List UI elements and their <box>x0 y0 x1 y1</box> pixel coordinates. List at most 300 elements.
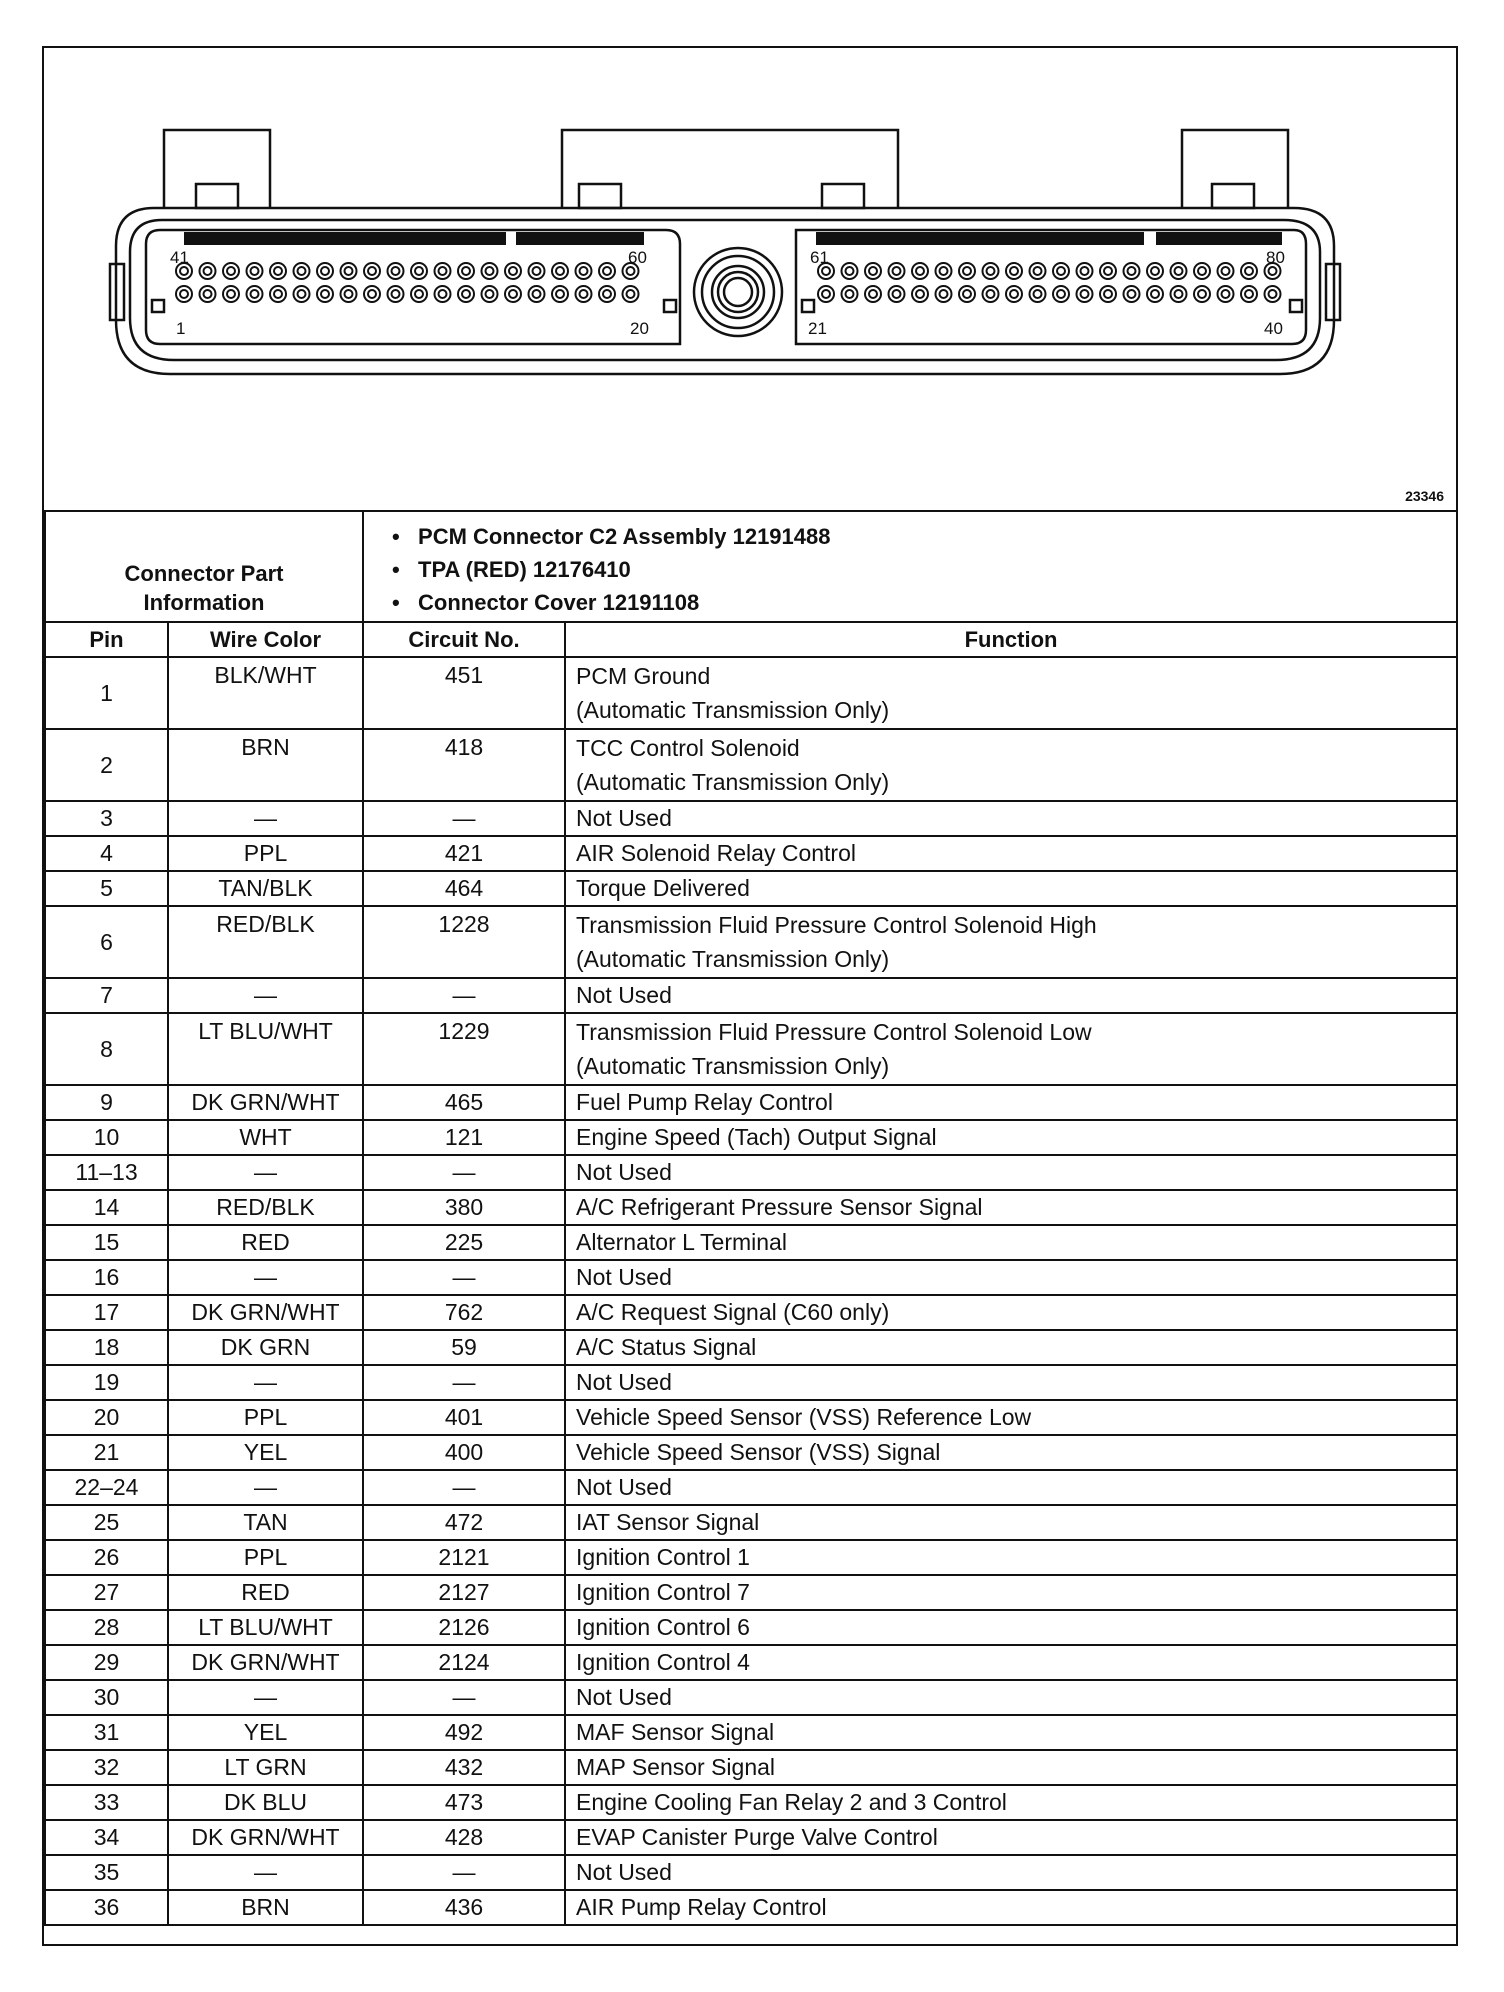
pin-cell: 8 <box>45 1013 168 1085</box>
header-function: Function <box>565 622 1457 657</box>
pin-hole <box>223 263 239 279</box>
pin-hole-inner <box>251 290 259 298</box>
circuit-cell: 2126 <box>363 1610 565 1645</box>
pin-hole <box>200 286 216 302</box>
pin-hole-inner <box>462 290 470 298</box>
pin-hole <box>552 286 568 302</box>
pin-hole-inner <box>822 267 830 275</box>
function-cell <box>565 1645 1457 1680</box>
wire-color-cell: LT BLU/WHT <box>168 1013 363 1085</box>
pin-hole <box>1077 286 1093 302</box>
pin-label-60: 60 <box>628 248 647 267</box>
pin-hole-inner <box>321 267 329 275</box>
pin-hole-inner <box>274 267 282 275</box>
pin-hole-inner <box>556 290 564 298</box>
function-text: IAT Sensor Signal <box>576 1509 760 1535</box>
circuit-cell: 121 <box>363 1120 565 1155</box>
function-text: Not Used <box>576 1684 672 1710</box>
table-row <box>45 1085 1457 1120</box>
pin-hole-inner <box>893 267 901 275</box>
table-row <box>45 1610 1457 1645</box>
figure-number: 23346 <box>1405 488 1444 504</box>
pin-cell: 2 <box>45 729 168 801</box>
pin-cell: 3 <box>45 801 168 836</box>
pin-hole <box>576 263 592 279</box>
function-text: Not Used <box>576 1859 672 1885</box>
function-cell <box>565 1260 1457 1295</box>
pin-hole-inner <box>180 267 188 275</box>
circuit-cell: — <box>363 1855 565 1890</box>
wire-color-cell: BLK/WHT <box>168 657 363 729</box>
pin-hole-inner <box>963 290 971 298</box>
function-cell <box>565 1715 1457 1750</box>
pin-hole <box>936 263 952 279</box>
function-note: (Automatic Transmission Only) <box>576 769 890 795</box>
wire-color-cell: RED <box>168 1575 363 1610</box>
pin-hole <box>1147 263 1163 279</box>
pin-hole <box>505 263 521 279</box>
function-cell <box>565 1225 1457 1260</box>
function-text: Not Used <box>576 805 672 831</box>
wire-color-cell: BRN <box>168 1890 363 1925</box>
pin-hole <box>1241 263 1257 279</box>
pin-cell: 22–24 <box>45 1470 168 1505</box>
pin-hole <box>411 286 427 302</box>
pin-cell: 19 <box>45 1365 168 1400</box>
pin-hole-inner <box>963 267 971 275</box>
circuit-cell: 1228 <box>363 906 565 978</box>
pin-hole <box>865 286 881 302</box>
wire-color-cell: — <box>168 801 363 836</box>
function-cell <box>565 1120 1457 1155</box>
table-row <box>45 1155 1457 1190</box>
wire-color-cell: — <box>168 978 363 1013</box>
wire-color-cell: RED/BLK <box>168 906 363 978</box>
connector-info-row <box>45 511 1457 622</box>
pin-hole <box>576 286 592 302</box>
function-cell <box>565 1435 1457 1470</box>
pin-hole-inner <box>846 267 854 275</box>
function-note: (Automatic Transmission Only) <box>576 697 890 723</box>
function-text: Torque Delivered <box>576 875 750 901</box>
pin-hole-inner <box>603 290 611 298</box>
circuit-cell: 418 <box>363 729 565 801</box>
circuit-cell: 473 <box>363 1785 565 1820</box>
pin-hole-inner <box>439 290 447 298</box>
circuit-cell: 400 <box>363 1435 565 1470</box>
function-cell <box>565 1575 1457 1610</box>
circuit-cell: 451 <box>363 657 565 729</box>
pin-cell: 31 <box>45 1715 168 1750</box>
circuit-cell: — <box>363 1365 565 1400</box>
function-cell <box>565 1470 1457 1505</box>
function-cell <box>565 1085 1457 1120</box>
table-row <box>45 801 1457 836</box>
pin-hole <box>270 263 286 279</box>
pin-cell: 7 <box>45 978 168 1013</box>
wire-color-cell: — <box>168 1260 363 1295</box>
function-text: Engine Speed (Tach) Output Signal <box>576 1124 937 1150</box>
pin-hole-inner <box>1175 267 1183 275</box>
table-row <box>45 1470 1457 1505</box>
pin-cell: 14 <box>45 1190 168 1225</box>
function-cell <box>565 906 1457 978</box>
table-row <box>45 871 1457 906</box>
pin-hole-inner <box>580 290 588 298</box>
pin-hole-inner <box>1269 290 1277 298</box>
pin-hole-inner <box>392 267 400 275</box>
pin-hole-inner <box>1104 290 1112 298</box>
pin-hole-inner <box>1269 267 1277 275</box>
table-row <box>45 1715 1457 1750</box>
connector-drawing <box>44 48 1456 510</box>
circuit-cell: 472 <box>363 1505 565 1540</box>
pin-cell: 6 <box>45 906 168 978</box>
table-row <box>45 906 1457 978</box>
pin-cell: 18 <box>45 1330 168 1365</box>
pin-hole-inner <box>1175 290 1183 298</box>
wire-color-cell: YEL <box>168 1715 363 1750</box>
pin-hole-inner <box>321 290 329 298</box>
pin-hole-inner <box>822 290 830 298</box>
info-label-line2: Information <box>143 590 265 615</box>
function-cell <box>565 978 1457 1013</box>
pin-hole-inner <box>1222 267 1230 275</box>
pin-hole <box>599 286 615 302</box>
pin-hole <box>889 263 905 279</box>
pin-cell: 26 <box>45 1540 168 1575</box>
wire-color-cell: PPL <box>168 836 363 871</box>
pin-hole <box>1100 286 1116 302</box>
wire-color-cell: PPL <box>168 1540 363 1575</box>
pin-cell: 17 <box>45 1295 168 1330</box>
pin-hole <box>317 286 333 302</box>
pin-hole-inner <box>1245 267 1253 275</box>
info-label-line1: Connector Part <box>124 561 284 586</box>
function-text: Transmission Fluid Pressure Control Solenoid High <box>576 912 1097 938</box>
pin-hole-inner <box>1222 290 1230 298</box>
pin-hole-inner <box>298 267 306 275</box>
pin-hole-inner <box>1198 290 1206 298</box>
function-text: Not Used <box>576 1474 672 1500</box>
pin-cell: 30 <box>45 1680 168 1715</box>
pin-hole-inner <box>368 290 376 298</box>
pin-hole-inner <box>509 267 517 275</box>
pin-hole-inner <box>916 290 924 298</box>
circuit-cell: 1229 <box>363 1013 565 1085</box>
pin-hole-inner <box>869 290 877 298</box>
function-cell <box>565 1680 1457 1715</box>
info-item: • TPA (RED) 12176410 <box>392 557 631 582</box>
function-text: Not Used <box>576 1159 672 1185</box>
pin-hole-inner <box>893 290 901 298</box>
pin-hole <box>1030 286 1046 302</box>
pin-cell: 33 <box>45 1785 168 1820</box>
table-row <box>45 1680 1457 1715</box>
pin-hole-inner <box>274 290 282 298</box>
pin-hole-inner <box>1081 267 1089 275</box>
pin-hole <box>270 286 286 302</box>
pin-hole <box>200 263 216 279</box>
wire-color-cell: RED/BLK <box>168 1190 363 1225</box>
function-text: Vehicle Speed Sensor (VSS) Reference Low <box>576 1404 1032 1430</box>
pin-cell: 9 <box>45 1085 168 1120</box>
table-row <box>45 1330 1457 1365</box>
pin-hole-inner <box>509 290 517 298</box>
pin-hole <box>983 286 999 302</box>
function-cell <box>565 836 1457 871</box>
wire-color-cell: LT GRN <box>168 1750 363 1785</box>
pin-hole <box>176 286 192 302</box>
connector-part-info-list <box>363 511 1457 622</box>
function-text: Fuel Pump Relay Control <box>576 1089 833 1115</box>
pin-hole <box>1077 263 1093 279</box>
function-text: A/C Status Signal <box>576 1334 757 1360</box>
function-text: EVAP Canister Purge Valve Control <box>576 1824 938 1850</box>
pin-hole <box>1147 286 1163 302</box>
pin-hole <box>1218 286 1234 302</box>
pin-cell: 4 <box>45 836 168 871</box>
wire-color-cell: — <box>168 1680 363 1715</box>
pin-hole <box>435 263 451 279</box>
table-row <box>45 1540 1457 1575</box>
circuit-cell: — <box>363 978 565 1013</box>
table-row <box>45 1890 1457 1925</box>
pin-hole <box>1030 263 1046 279</box>
pin-cell: 21 <box>45 1435 168 1470</box>
pin-hole <box>1100 263 1116 279</box>
pin-cell: 36 <box>45 1890 168 1925</box>
circuit-cell: — <box>363 1260 565 1295</box>
pin-hole-inner <box>1151 290 1159 298</box>
wire-color-cell: PPL <box>168 1400 363 1435</box>
circuit-cell: 59 <box>363 1330 565 1365</box>
function-cell <box>565 1890 1457 1925</box>
pin-hole <box>223 286 239 302</box>
function-cell <box>565 1610 1457 1645</box>
function-text: Not Used <box>576 1264 672 1290</box>
pin-hole <box>983 263 999 279</box>
function-cell <box>565 1190 1457 1225</box>
pin-hole-inner <box>415 267 423 275</box>
pin-cell: 28 <box>45 1610 168 1645</box>
pin-hole <box>936 286 952 302</box>
pinout-sheet <box>42 46 1458 1946</box>
function-cell <box>565 1505 1457 1540</box>
pin-hole-inner <box>1034 267 1042 275</box>
function-cell <box>565 1820 1457 1855</box>
table-row <box>45 978 1457 1013</box>
pin-hole-inner <box>533 267 541 275</box>
table-row <box>45 1645 1457 1680</box>
pin-hole <box>1171 263 1187 279</box>
pin-hole-inner <box>556 267 564 275</box>
pin-hole-inner <box>846 290 854 298</box>
table-row <box>45 1400 1457 1435</box>
circuit-cell: 492 <box>363 1715 565 1750</box>
pin-hole <box>317 263 333 279</box>
pin-hole <box>529 286 545 302</box>
circuit-cell: 2127 <box>363 1575 565 1610</box>
wire-color-cell: LT BLU/WHT <box>168 1610 363 1645</box>
pin-hole <box>388 263 404 279</box>
function-text: Not Used <box>576 1369 672 1395</box>
circuit-cell: — <box>363 1155 565 1190</box>
pin-hole <box>435 286 451 302</box>
function-text: Ignition Control 7 <box>576 1579 750 1605</box>
table-row <box>45 657 1457 729</box>
function-text: PCM Ground <box>576 663 711 689</box>
table-row <box>45 1190 1457 1225</box>
pin-hole <box>364 263 380 279</box>
pin-hole <box>529 263 545 279</box>
pin-hole <box>341 286 357 302</box>
pin-hole-inner <box>1057 267 1065 275</box>
pin-hole-inner <box>580 267 588 275</box>
pin-hole-inner <box>1104 267 1112 275</box>
pin-hole <box>1171 286 1187 302</box>
pin-hole-inner <box>204 290 212 298</box>
pin-hole <box>247 263 263 279</box>
circuit-cell: 401 <box>363 1400 565 1435</box>
circuit-cell: 2124 <box>363 1645 565 1680</box>
pin-hole <box>1194 286 1210 302</box>
wire-color-cell: DK GRN/WHT <box>168 1295 363 1330</box>
circuit-cell: 2121 <box>363 1540 565 1575</box>
circuit-cell: 464 <box>363 871 565 906</box>
pin-hole-inner <box>204 267 212 275</box>
pin-label-21: 21 <box>808 319 827 338</box>
circuit-cell: 428 <box>363 1820 565 1855</box>
wire-color-cell: DK GRN/WHT <box>168 1645 363 1680</box>
pin-hole <box>865 263 881 279</box>
pin-hole <box>1124 263 1140 279</box>
pin-hole-inner <box>1081 290 1089 298</box>
pinout-rows <box>45 657 1457 1925</box>
pin-cell: 20 <box>45 1400 168 1435</box>
function-text: Transmission Fluid Pressure Control Solenoid Low <box>576 1019 1092 1045</box>
pin-cell: 15 <box>45 1225 168 1260</box>
pin-cell: 10 <box>45 1120 168 1155</box>
header-wire-color: Wire Color <box>168 622 363 657</box>
pin-hole-inner <box>1034 290 1042 298</box>
function-text: Ignition Control 1 <box>576 1544 750 1570</box>
pin-hole-inner <box>345 267 353 275</box>
table-row <box>45 1785 1457 1820</box>
pin-hole-inner <box>940 267 948 275</box>
function-text: Alternator L Terminal <box>576 1229 787 1255</box>
pin-hole-inner <box>916 267 924 275</box>
table-row <box>45 1013 1457 1085</box>
wire-color-cell: YEL <box>168 1435 363 1470</box>
circuit-cell: — <box>363 801 565 836</box>
function-cell <box>565 1295 1457 1330</box>
function-text: AIR Pump Relay Control <box>576 1894 827 1920</box>
function-cell <box>565 1013 1457 1085</box>
function-text: Vehicle Speed Sensor (VSS) Signal <box>576 1439 941 1465</box>
function-text: Engine Cooling Fan Relay 2 and 3 Control <box>576 1789 1007 1815</box>
function-cell <box>565 1855 1457 1890</box>
pin-hole <box>505 286 521 302</box>
wire-color-cell: WHT <box>168 1120 363 1155</box>
wire-color-cell: BRN <box>168 729 363 801</box>
pin-hole <box>1006 286 1022 302</box>
pin-hole <box>294 286 310 302</box>
circuit-cell: 380 <box>363 1190 565 1225</box>
table-row <box>45 1260 1457 1295</box>
pin-hole-inner <box>869 267 877 275</box>
function-text: MAP Sensor Signal <box>576 1754 776 1780</box>
pin-hole-inner <box>227 290 235 298</box>
pin-hole <box>1218 263 1234 279</box>
pin-cell: 16 <box>45 1260 168 1295</box>
pin-hole <box>1241 286 1257 302</box>
pin-cell: 27 <box>45 1575 168 1610</box>
table-row <box>45 1820 1457 1855</box>
wire-color-cell: TAN/BLK <box>168 871 363 906</box>
function-text: A/C Request Signal (C60 only) <box>576 1299 890 1325</box>
pin-hole <box>912 263 928 279</box>
info-item: • PCM Connector C2 Assembly 12191488 <box>392 524 831 549</box>
pin-hole <box>364 286 380 302</box>
function-cell <box>565 1750 1457 1785</box>
function-cell <box>565 1365 1457 1400</box>
circuit-cell: 432 <box>363 1750 565 1785</box>
pin-hole <box>341 263 357 279</box>
table-row <box>45 1575 1457 1610</box>
pin-hole <box>294 263 310 279</box>
function-text: TCC Control Solenoid <box>576 735 800 761</box>
pin-hole <box>1124 286 1140 302</box>
function-text: Ignition Control 4 <box>576 1649 750 1675</box>
pin-hole-inner <box>1128 267 1136 275</box>
pin-cell: 25 <box>45 1505 168 1540</box>
wire-color-cell: DK BLU <box>168 1785 363 1820</box>
circuit-cell: 762 <box>363 1295 565 1330</box>
pin-hole-inner <box>1245 290 1253 298</box>
pin-label-61: 61 <box>810 248 829 267</box>
table-row <box>45 1365 1457 1400</box>
pin-hole-inner <box>368 267 376 275</box>
function-note: (Automatic Transmission Only) <box>576 1053 890 1079</box>
pin-cell: 29 <box>45 1645 168 1680</box>
pin-hole <box>458 263 474 279</box>
table-row <box>45 1750 1457 1785</box>
pin-hole <box>1053 263 1069 279</box>
pin-cell: 1 <box>45 657 168 729</box>
pin-hole-inner <box>603 267 611 275</box>
pin-hole-inner <box>251 267 259 275</box>
pin-label-41: 41 <box>170 248 189 267</box>
function-cell <box>565 1330 1457 1365</box>
pin-hole <box>1006 263 1022 279</box>
pin-cell: 5 <box>45 871 168 906</box>
pin-hole-inner <box>227 267 235 275</box>
pin-hole-inner <box>1010 290 1018 298</box>
pin-label-40: 40 <box>1264 319 1283 338</box>
function-cell <box>565 1155 1457 1190</box>
pin-label-80: 80 <box>1266 248 1285 267</box>
function-text: Not Used <box>576 982 672 1008</box>
pin-hole-inner <box>627 290 635 298</box>
function-cell <box>565 729 1457 801</box>
pin-hole-inner <box>180 290 188 298</box>
pin-hole-inner <box>1128 290 1136 298</box>
wire-color-cell: — <box>168 1155 363 1190</box>
wire-color-cell: — <box>168 1855 363 1890</box>
function-cell <box>565 871 1457 906</box>
pin-hole-inner <box>987 267 995 275</box>
